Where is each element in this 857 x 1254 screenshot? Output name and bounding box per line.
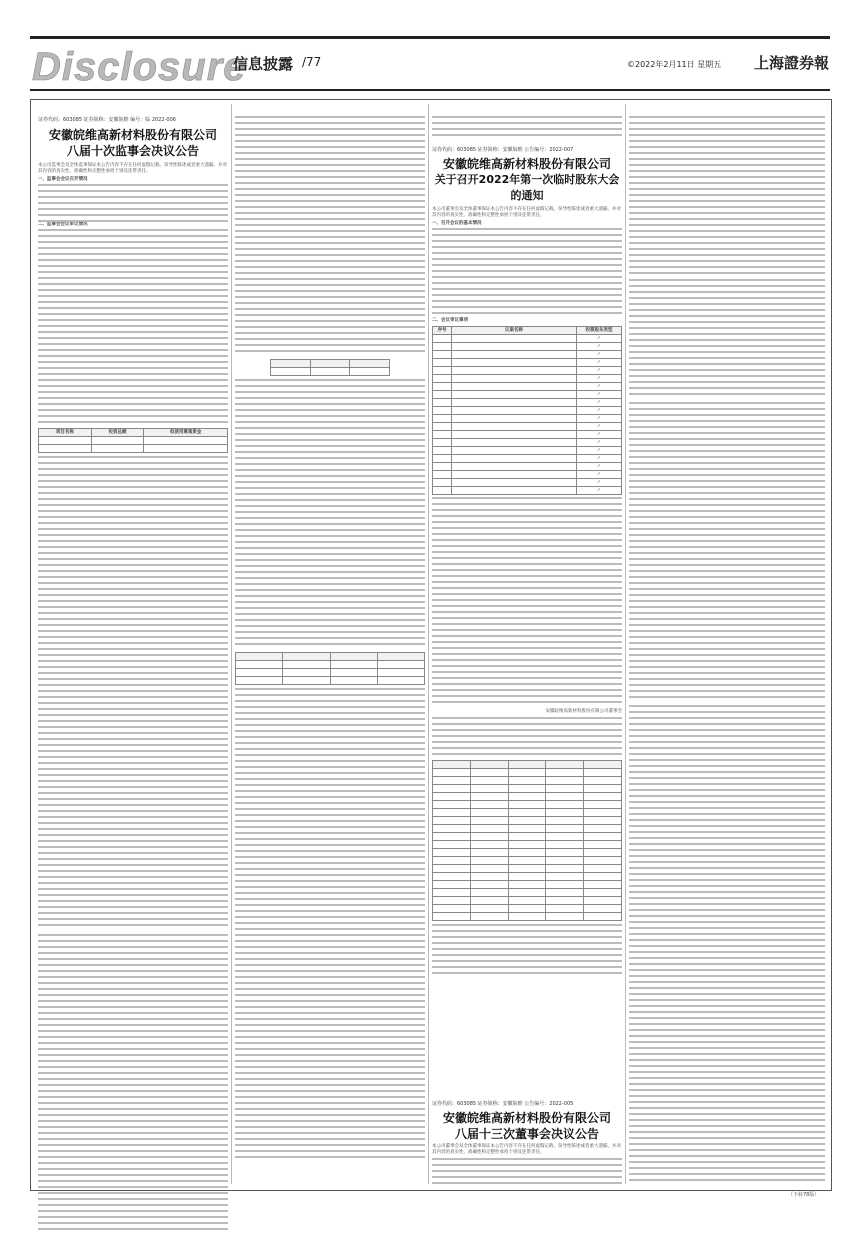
body-text-block: [432, 116, 622, 140]
section-title: 信息披露: [233, 55, 294, 73]
brand-disclosure: Disclosure: [32, 45, 247, 89]
announcement-notice: 本公司监事会及全体监事保证本公告内容不存在任何虚假记载、误导性陈述或者重大遗漏，并对其内容的真实性、准确性和完整性承担个别及连带责任。: [38, 163, 227, 174]
proxy-form-table: [432, 760, 622, 921]
section-heading: 一、召开会议的基本情况: [432, 221, 482, 226]
body-text-block: [38, 229, 228, 425]
announcement-board: [432, 1100, 622, 1188]
body-text-block: [235, 379, 425, 649]
table-header: 投资总额: [91, 429, 144, 437]
body-text-block: [432, 497, 622, 707]
announcement-code-line: 证券代码：603085 证券简称：安徽皖维 编号：临 2022-006: [38, 117, 176, 123]
project-table: [38, 428, 228, 453]
financial-table: [235, 652, 425, 685]
body-text-block: [629, 279, 825, 399]
table-header: 投票股东类型: [577, 327, 622, 335]
page-number: /77: [302, 55, 322, 69]
body-text-block: [235, 688, 425, 1158]
continued-text-column: [235, 116, 425, 1158]
issue-date: ©2022年2月11日 星期五: [627, 60, 722, 69]
masthead: [30, 36, 830, 95]
section-heading: 二、会议审议事项: [432, 318, 468, 323]
announcement-notice: 本公司董事会及全体董事保证本公告内容不存在任何虚假记载、误导性陈述或者重大遗漏，并对其内容的真实性、准确性和完整性承担个别及连带责任。: [432, 207, 621, 218]
body-text-block: [432, 924, 622, 974]
proposal-table: 序号 议案名称 投票股东类型 ✓ ✓ ✓ ✓ ✓ ✓ ✓ ✓ ✓ ✓ ✓ ✓ ✓ ✓ ✓ ✓ ✓ ✓ ✓ ✓: [432, 326, 622, 495]
body-text-block: [629, 705, 825, 1185]
announcement-company: 安徽皖维高新材料股份有限公司: [48, 128, 217, 142]
announcement-title: 八届十次监事会决议公告: [66, 144, 199, 158]
announcement-company: 安徽皖维高新材料股份有限公司: [442, 157, 611, 171]
financial-table: [270, 359, 390, 376]
table-header: 序号: [433, 327, 452, 335]
announcement-supervisory-board: [38, 116, 228, 1234]
announcement-body: [432, 221, 622, 974]
table-header: 拟使用募集资金: [144, 429, 228, 437]
announcement-body: [38, 177, 228, 1234]
body-text-block: [432, 717, 622, 757]
masthead-rule: [30, 89, 830, 91]
section-heading: 一、监事会会议召开情况: [38, 177, 88, 182]
continued-text-column: [629, 116, 825, 1185]
announcement-notice: 本公司董事会及全体董事保证本公告内容不存在任何虚假记载、误导性陈述或者重大遗漏，并对其内容的真实性、准确性和完整性承担个别及连带责任。: [432, 1144, 621, 1155]
announcement-title: 关于召开2022年第一次临时股东大会的通知: [434, 173, 620, 202]
announcement-code-line: 证券代码：603085 证券简称：安徽皖维 公告编号：2022-007: [432, 147, 574, 153]
body-text-block: [235, 116, 425, 356]
announcement-company: 安徽皖维高新材料股份有限公司: [442, 1111, 611, 1125]
body-text-block: [38, 184, 228, 222]
announcement-code-line: 证券代码：603085 证券简称：安徽皖维 公告编号：2022-005: [432, 1101, 574, 1107]
announcement-title: 八届十三次董事会决议公告: [454, 1127, 599, 1141]
section-heading: 二、监事会会议审议情况: [38, 222, 88, 227]
body-text-block: [432, 1158, 622, 1188]
announcement-signature: 安徽皖维高新材料股份有限公司董事会: [545, 709, 622, 714]
newspaper-logo: 上海證券報: [754, 54, 830, 72]
table-header: 议案名称: [452, 327, 577, 335]
body-text-block: [629, 116, 825, 276]
column-divider: [625, 104, 626, 1184]
announcement-shareholder-meeting: [432, 116, 622, 974]
body-text-block: [432, 228, 622, 318]
column-divider: [231, 104, 232, 1184]
table-header: 项目名称: [39, 429, 92, 437]
continued-footer: （下转78版）: [788, 1192, 820, 1198]
body-text-block: [38, 456, 228, 930]
body-text-block: [38, 934, 228, 1234]
column-divider: [428, 104, 429, 1184]
body-text-block: [629, 402, 825, 702]
